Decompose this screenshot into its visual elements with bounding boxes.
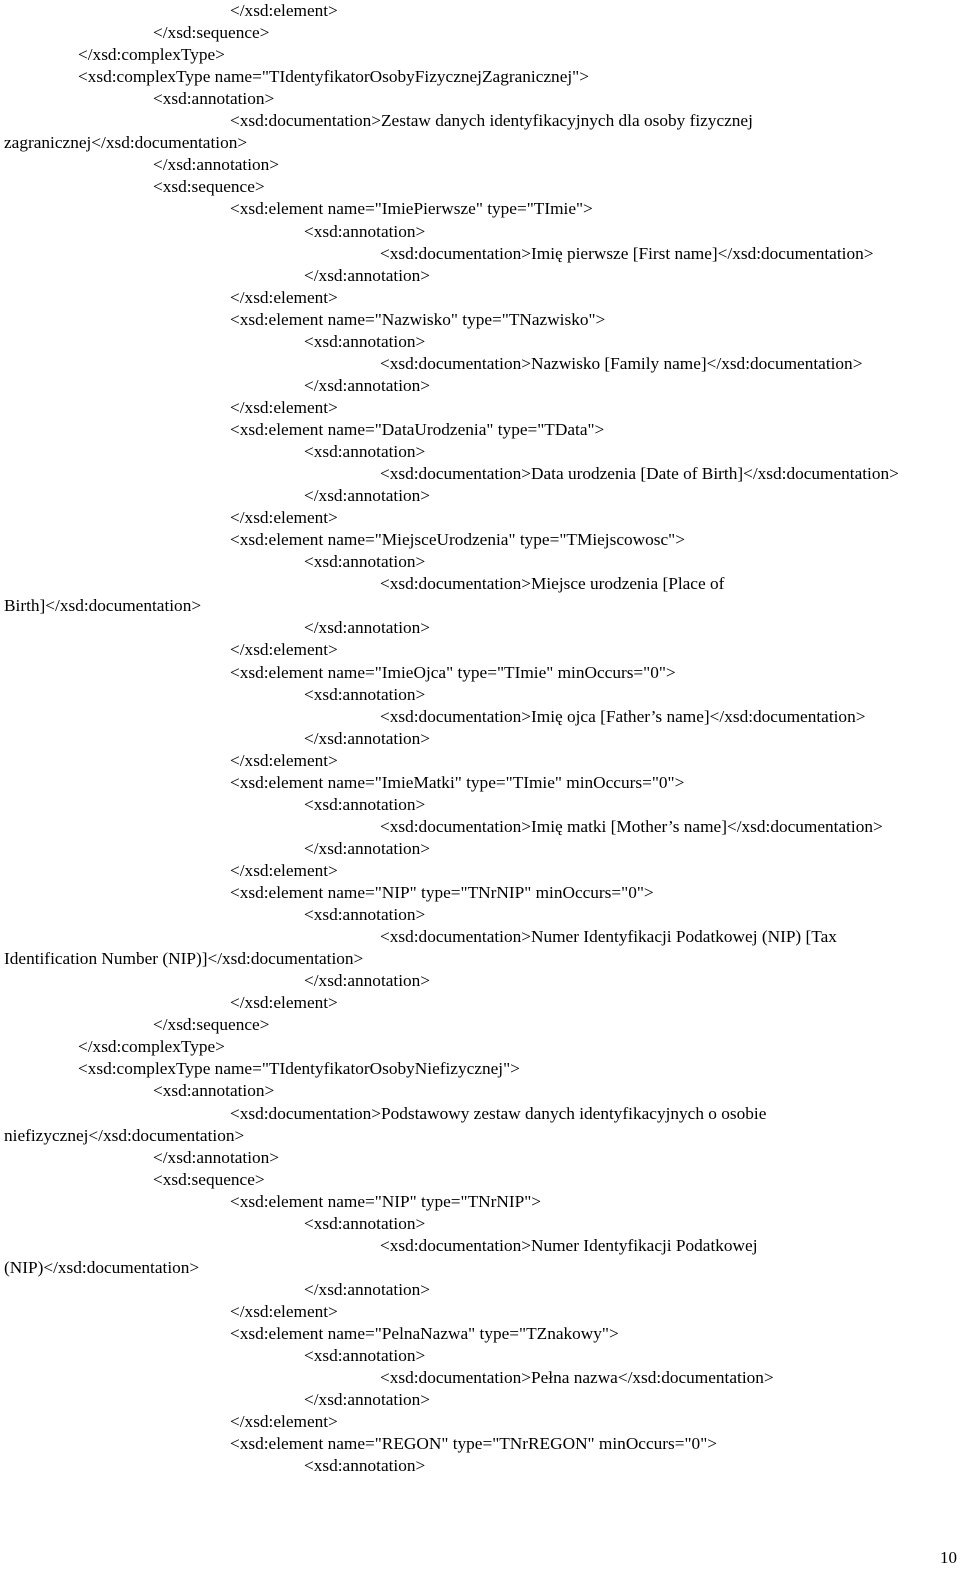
code-line: </xsd:element> xyxy=(230,640,338,660)
code-line: </xsd:annotation> xyxy=(304,1279,431,1299)
code-line: </xsd:annotation> xyxy=(304,971,431,991)
code-line: <xsd:element name="REGON" type="TNrREGON" minOccurs="0"> xyxy=(230,1434,717,1454)
code-line: <xsd:element name="NIP" type="TNrNIP" minOccurs="0"> xyxy=(230,883,654,902)
code-line: <xsd:documentation>Imię matki [Mother’s name]</xsd:documentation> xyxy=(380,816,883,836)
code-line: </xsd:annotation> xyxy=(304,728,431,748)
code-line: <xsd:complexType name="TIdentyfikatorOsobyNiefizycznej"> xyxy=(78,1059,520,1079)
code-line: </xsd:element> xyxy=(230,1301,338,1321)
code-line: </xsd:annotation> xyxy=(153,155,280,175)
code-line: <xsd:annotation> xyxy=(304,905,426,925)
code-line: <xsd:documentation>Numer Identyfikacji Podatkowej (NIP) [Tax xyxy=(380,927,837,947)
code-line: Identification Number (NIP)]</xsd:documentation> xyxy=(4,949,364,969)
code-line: </xsd:annotation> xyxy=(304,838,431,858)
code-line: <xsd:element name="NIP" type="TNrNIP"> xyxy=(230,1191,542,1211)
code-line: <xsd:documentation>Data urodzenia [Date of Birth]</xsd:documentation> xyxy=(380,464,899,484)
code-line: <xsd:element name="Nazwisko" type="TNazwisko"> xyxy=(230,309,606,329)
code-line: <xsd:element name="PelnaNazwa" type="TZnakowy"> xyxy=(230,1324,619,1343)
code-line: <xsd:annotation> xyxy=(304,552,426,572)
code-line: </xsd:complexType> xyxy=(78,1037,225,1057)
code-line: (NIP)</xsd:documentation> xyxy=(4,1257,200,1277)
code-line: <xsd:annotation> xyxy=(304,331,426,351)
code-line: <xsd:documentation>Imię pierwsze [First name]</xsd:documentation> xyxy=(380,243,874,263)
code-line: </xsd:element> xyxy=(230,397,338,417)
code-line: <xsd:documentation>Podstawowy zestaw danych identyfikacyjnych o osobie xyxy=(230,1103,767,1123)
code-line: Birth]</xsd:documentation> xyxy=(4,596,202,616)
code-line: <xsd:complexType name="TIdentyfikatorOsobyFizycznejZagranicznej"> xyxy=(78,67,589,87)
code-line: <xsd:annotation> xyxy=(304,1213,426,1233)
code-line: zagranicznej</xsd:documentation> xyxy=(4,133,248,153)
code-line: </xsd:annotation> xyxy=(304,375,431,395)
code-line: </xsd:annotation> xyxy=(304,1390,431,1410)
code-line: <xsd:element name="ImiePierwsze" type="TImie"> xyxy=(230,199,593,219)
code-line: <xsd:documentation>Nazwisko [Family name]</xsd:documentation> xyxy=(380,353,863,373)
code-line: </xsd:element> xyxy=(230,750,338,770)
code-line: </xsd:element> xyxy=(230,993,338,1013)
code-line: <xsd:annotation> xyxy=(153,1081,275,1101)
code-line: <xsd:documentation>Zestaw danych identyfikacyjnych dla osoby fizycznej xyxy=(230,111,753,131)
code-line: </xsd:annotation> xyxy=(304,265,431,285)
code-line: <xsd:documentation>Imię ojca [Father’s name]</xsd:documentation> xyxy=(380,706,866,726)
code-line: </xsd:annotation> xyxy=(304,486,431,506)
code-line: <xsd:annotation> xyxy=(304,1456,426,1476)
code-line: <xsd:annotation> xyxy=(304,794,426,814)
code-line: <xsd:element name="DataUrodzenia" type="TData"> xyxy=(230,419,605,439)
code-line: </xsd:annotation> xyxy=(304,618,431,638)
code-line: <xsd:documentation>Numer Identyfikacji Podatkowej xyxy=(380,1235,758,1255)
code-line: </xsd:element> xyxy=(230,1,338,20)
code-line: <xsd:annotation> xyxy=(304,1346,426,1366)
code-line: <xsd:element name="ImieMatki" type="TImie" minOccurs="0"> xyxy=(230,772,685,792)
code-line: <xsd:annotation> xyxy=(304,221,426,241)
code-line: </xsd:element> xyxy=(230,1412,338,1432)
code-line: </xsd:sequence> xyxy=(153,23,270,43)
code-line: </xsd:element> xyxy=(230,287,338,307)
code-line: </xsd:sequence> xyxy=(153,1015,270,1035)
code-line: <xsd:annotation> xyxy=(304,442,426,461)
code-line: <xsd:sequence> xyxy=(153,1169,265,1189)
code-line: <xsd:annotation> xyxy=(153,89,275,109)
code-line: niefizycznej</xsd:documentation> xyxy=(4,1125,245,1145)
code-line: <xsd:annotation> xyxy=(304,684,426,704)
code-line: </xsd:complexType> xyxy=(78,45,225,65)
code-line: </xsd:element> xyxy=(230,860,338,880)
code-line: </xsd:element> xyxy=(230,508,338,528)
page-number: 10 xyxy=(940,1548,957,1567)
code-line: </xsd:annotation> xyxy=(153,1147,280,1167)
code-line: <xsd:sequence> xyxy=(153,177,265,197)
code-line: <xsd:element name="ImieOjca" type="TImie" minOccurs="0"> xyxy=(230,662,676,682)
code-line: <xsd:documentation>Pełna nazwa</xsd:documentation> xyxy=(380,1368,774,1388)
code-line: <xsd:element name="MiejsceUrodzenia" type="TMiejscowosc"> xyxy=(230,530,685,550)
code-line: <xsd:documentation>Miejsce urodzenia [Place of xyxy=(380,574,725,594)
